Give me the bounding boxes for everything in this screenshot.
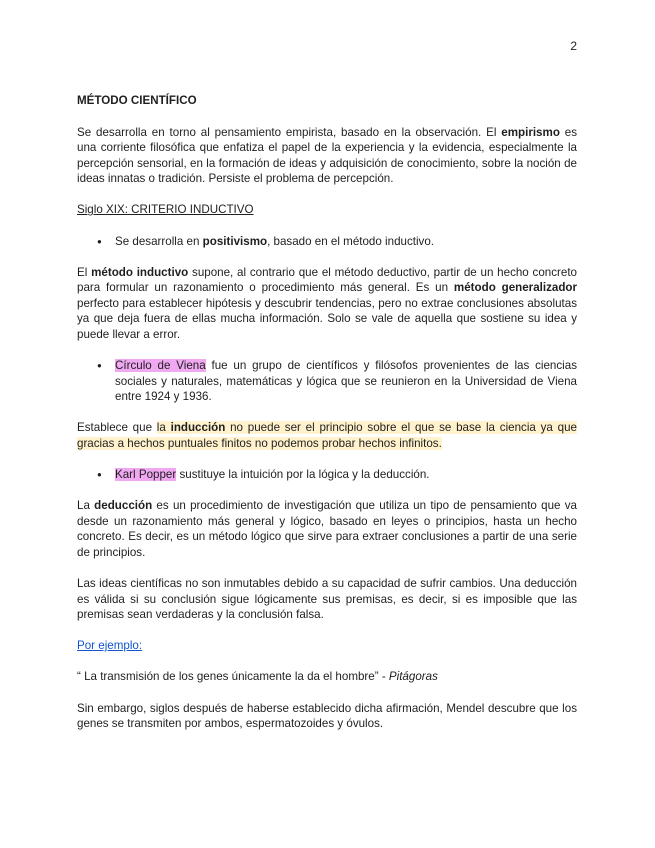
bold-term: método inductivo	[91, 265, 189, 279]
bold-term: deducción	[94, 499, 153, 513]
bold-term: positivismo	[202, 234, 268, 248]
page-number: 2	[570, 39, 577, 53]
list-item	[115, 234, 577, 250]
text: es una corriente filosófica que enfatiza el papel de la experiencia y la evidencia, especialmente la percepción sensorial, en la formación de ideas y adquisición de conocimiento, sobre la noción de ideas innatas o tradición. Persiste el problema de percepción.	[77, 125, 577, 186]
text: , basado en el método inductivo.	[267, 234, 435, 248]
text: es un procedimiento de investigación que utiliza un tipo de pensamiento que va desde un razonamiento más general y lógico, basado en leyes o principios, hasta un hecho concreto. Es decir, es un método lógico que sirve para extraer conclusiones a partir de una serie de principios.	[77, 499, 577, 559]
text: supone, al contrario que el método deductivo, partir de un hecho concreto para formular un razonamiento o procedimiento más general. Es un	[77, 265, 577, 295]
page-title: MÉTODO CIENTÍFICO	[77, 94, 197, 107]
text: la	[156, 421, 171, 435]
highlighted-term: Círculo de Viena	[115, 359, 206, 373]
text: sustituye la intuición por la lógica y la deducción.	[176, 468, 430, 482]
list-item	[115, 358, 577, 405]
example-paragraph	[77, 638, 577, 654]
quote-text: “ La transmisión de los genes únicamente la da el hombre” -	[77, 670, 389, 684]
quote-paragraph	[77, 669, 577, 685]
example-link[interactable]: Por ejemplo:	[77, 639, 143, 653]
text: Se desarrolla en torno al pensamiento empirista, basado en la observación. El	[77, 125, 502, 139]
text: perfecto para establecer hipótesis y descubrir tendencias, pero no extrae conclusiones absolutas ya que deja fuera de ellas mucha información. Solo se vale de aquella que sostiene su idea y puede llevar a error.	[77, 296, 577, 342]
text: Establece que	[77, 421, 157, 435]
bullet-list	[77, 467, 577, 483]
text: El	[77, 265, 92, 279]
paragraph-induccion	[77, 420, 577, 451]
text: Se desarrolla en	[115, 234, 203, 248]
bullet-list	[77, 234, 577, 250]
paragraph-ideas-cientificas: Las ideas científicas no son inmutables debido a su capacidad de sufrir cambios. Una deducción es válida si su conclusión sigue lógicamente sus premisas, es decir, si es imposible que las premisas sean verdaderas y la conclusión falsa.	[77, 577, 577, 622]
text: no puede ser el principio sobre el que se base la ciencia ya que gracias a hechos puntuales finitos no podemos probar hechos infinitos.	[77, 421, 577, 450]
bold-term: método generalizador	[453, 281, 578, 295]
paragraph-mendel: Sin embargo, siglos después de haberse establecido dicha afirmación, Mendel descubre que los genes se transmiten por ambos, espermatozoides y óvulos.	[77, 701, 577, 731]
text: fue un grupo de científicos y filósofos provenientes de las ciencias sociales y naturales, matemáticas y lógica que se reunieron en la Universidad de Viena entre 1924 y 1936.	[115, 359, 577, 404]
bold-term: empirismo	[501, 125, 560, 139]
section-heading: Siglo XIX: CRITERIO INDUCTIVO	[77, 203, 254, 217]
text: La	[77, 499, 95, 513]
paragraph-empirismo	[77, 125, 577, 187]
document-body	[77, 93, 577, 747]
list-item	[115, 467, 577, 483]
bullet-list	[77, 358, 577, 405]
quote-author: Pitágoras	[388, 670, 438, 684]
paragraph-deduccion	[77, 498, 577, 560]
highlighted-term: Karl Popper	[115, 468, 177, 482]
paragraph-metodo-inductivo	[77, 265, 577, 343]
bold-term: inducción	[170, 421, 226, 435]
